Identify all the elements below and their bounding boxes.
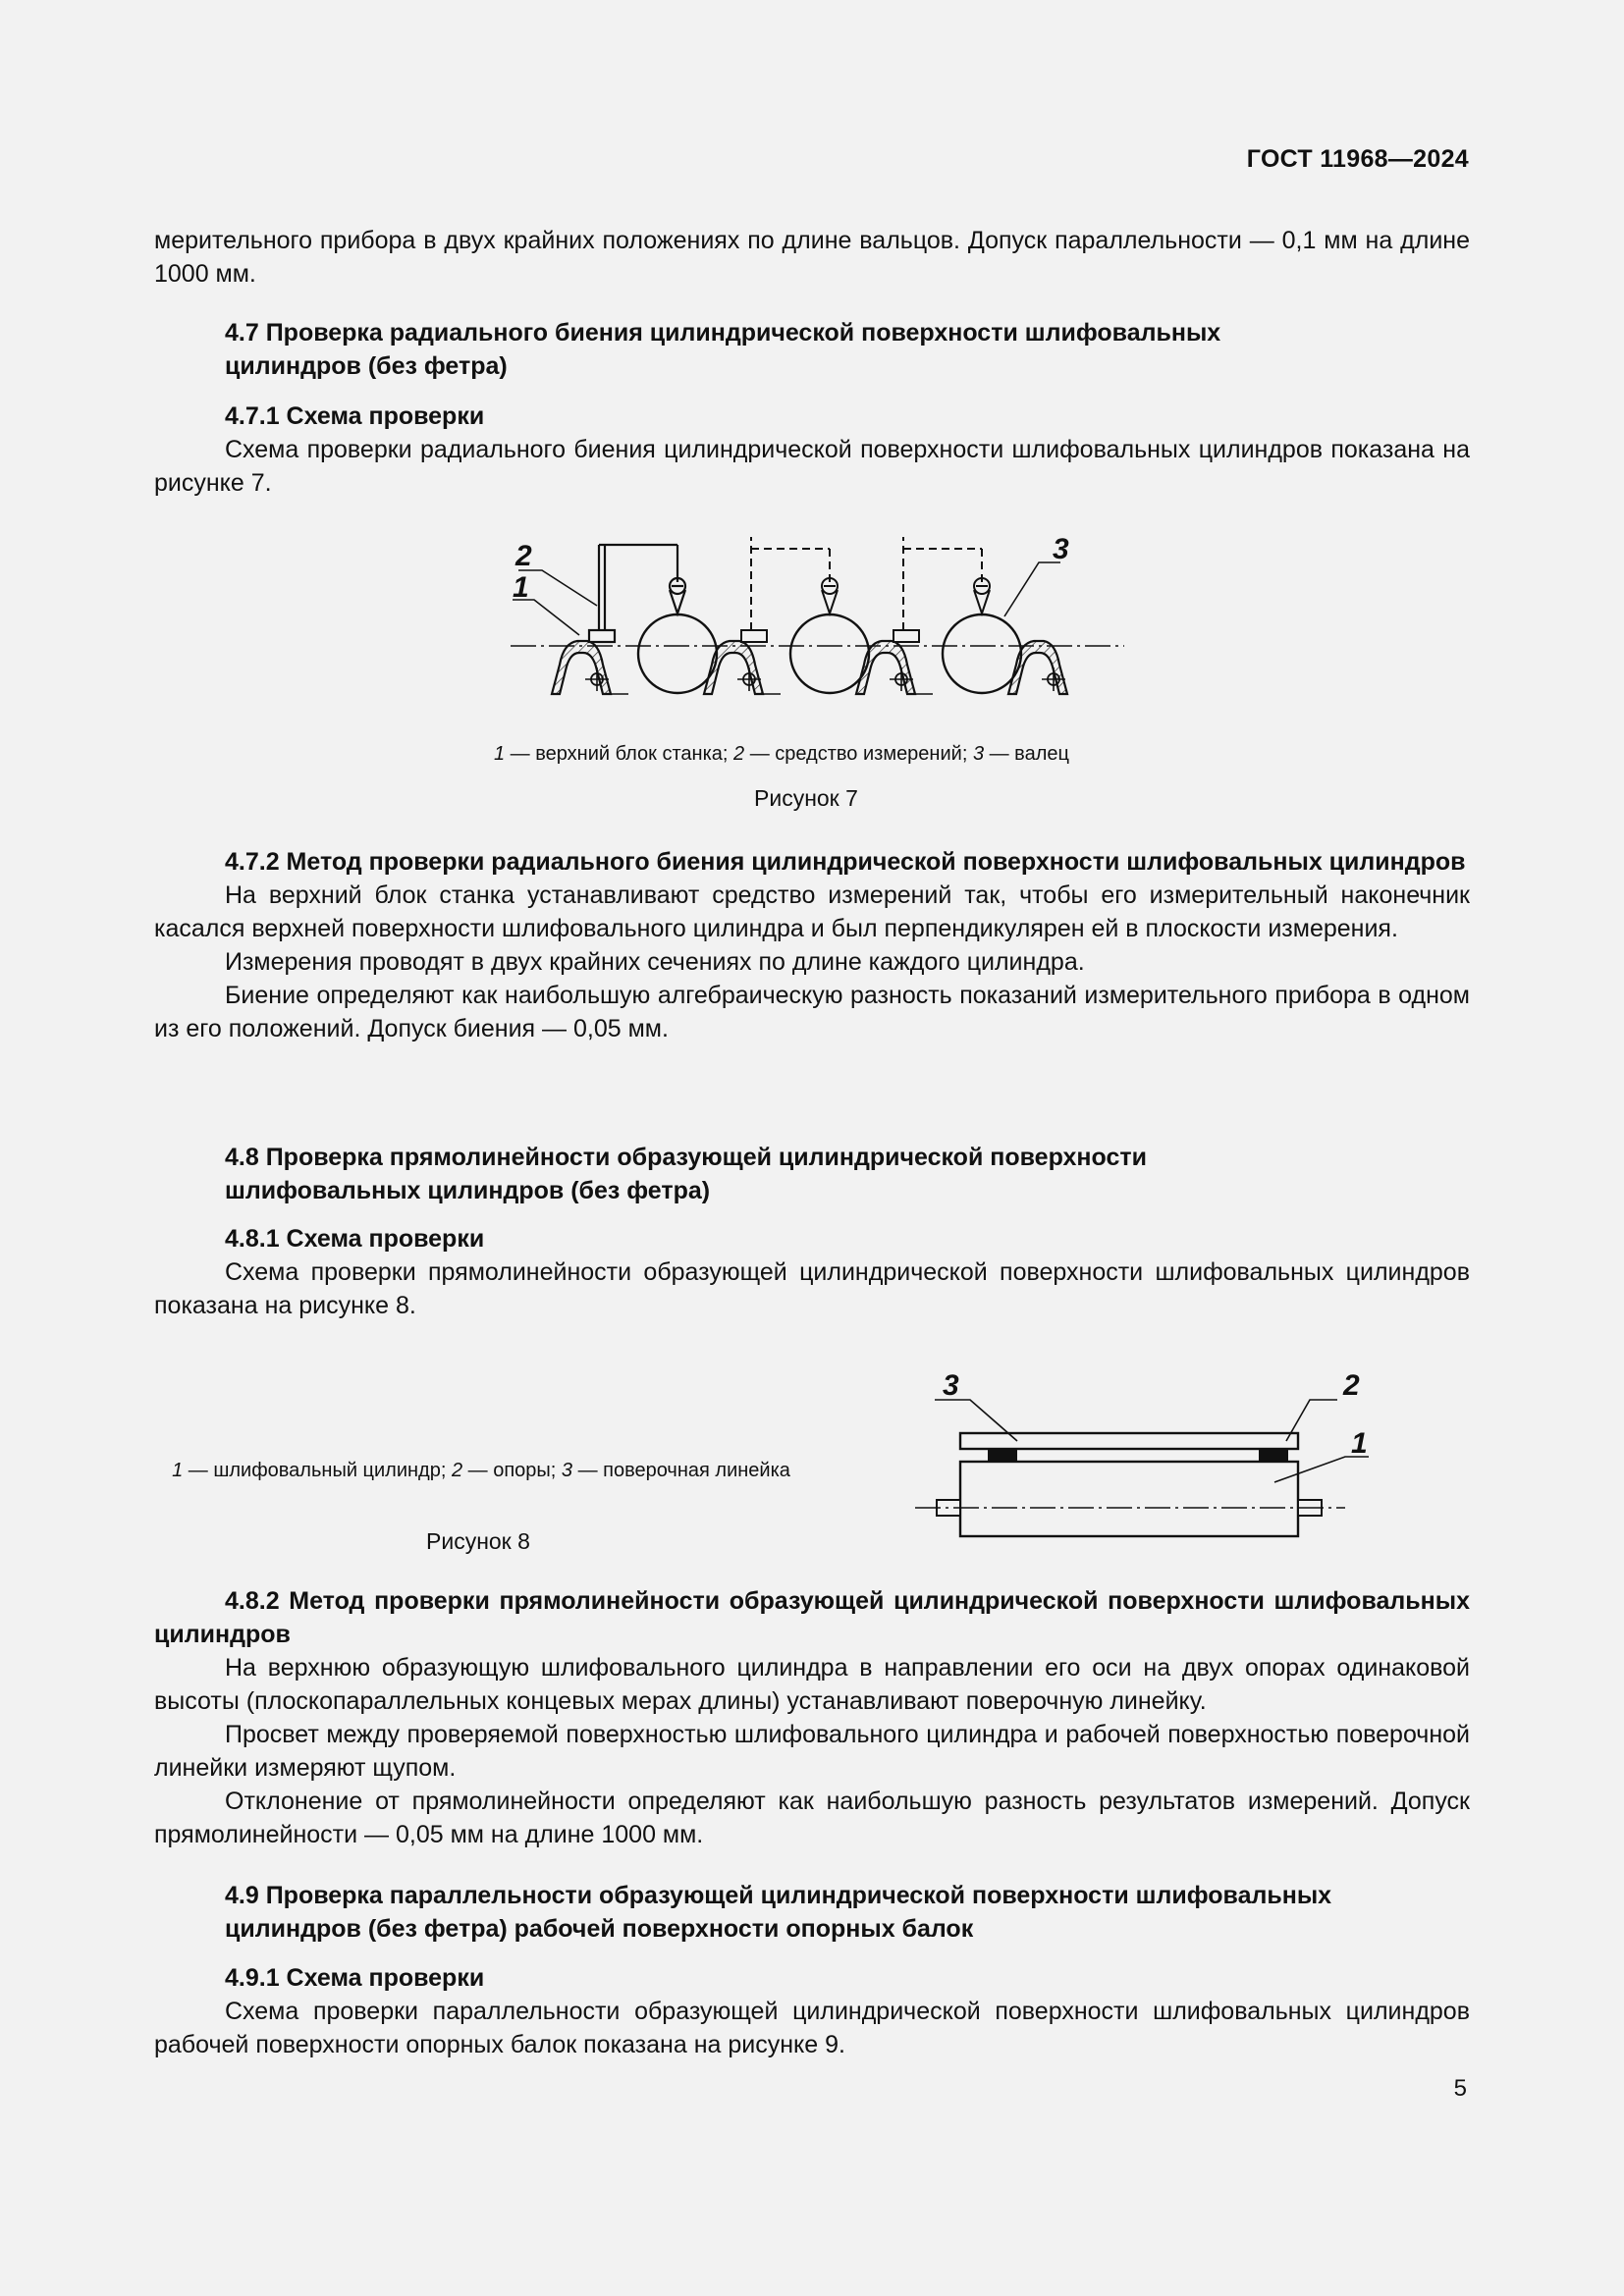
support-left xyxy=(988,1449,1017,1462)
fig7-label-2: 2 xyxy=(515,540,532,572)
figure-8-diagram xyxy=(913,1362,1375,1559)
grinding-cylinders xyxy=(638,614,1021,693)
fig8-legend-text-2: — опоры; xyxy=(462,1460,562,1481)
fig7-legend-text-1: — верхний блок станка; xyxy=(505,743,734,765)
fig8-label-2: 2 xyxy=(1343,1369,1360,1402)
section-4-8-2-heading: 4.8.2 Метод проверки прямолинейности образующей цилиндрической поверхности шлифовальных цилиндров xyxy=(154,1587,1470,1648)
measuring-instrument-solid xyxy=(589,545,685,642)
fig7-legend-num-2: 2 xyxy=(733,743,745,765)
fig8-legend-num-1: 1 xyxy=(172,1460,184,1481)
section-4-7-2-p2: Измерения проводят в двух крайних сечениях по длине каждого цилиндра. xyxy=(225,948,1085,976)
section-4-8-heading-line1: 4.8 Проверка прямолинейности образующей цилиндрической поверхности xyxy=(225,1144,1147,1171)
grinding-cylinder xyxy=(960,1462,1298,1536)
section-4-8-heading-line2: шлифовальных цилиндров (без фетра) xyxy=(225,1177,711,1204)
fig8-label-3: 3 xyxy=(943,1369,959,1402)
section-4-8-2 xyxy=(154,1584,1470,1851)
figure-8-title: Рисунок 8 xyxy=(426,1528,530,1554)
fig7-legend-num-1: 1 xyxy=(494,743,506,765)
section-4-7-heading-line1: 4.7 Проверка радиального биения цилиндрической поверхности шлифовальных xyxy=(225,319,1221,347)
measuring-instrument-dashed-1 xyxy=(741,537,838,642)
figure-8-legend xyxy=(161,1458,801,1483)
section-4-8-1-text: Схема проверки прямолинейности образующей цилиндрической поверхности шлифовальных цилиндров показана на рисунке 8. xyxy=(154,1258,1470,1319)
fig7-label-1: 1 xyxy=(513,571,529,604)
intro-paragraph: мерительного прибора в двух крайних положениях по длине вальцов. Допуск параллельности — 0,1 мм на длине 1000 мм. xyxy=(154,227,1470,288)
section-4-8-1-heading: 4.8.1 Схема проверки xyxy=(225,1225,485,1253)
section-4-7-2 xyxy=(154,845,1470,1045)
machine-top-block-sections xyxy=(552,641,1067,694)
fig8-legend-num-3: 3 xyxy=(561,1460,573,1481)
section-4-9-1-text: Схема проверки параллельности образующей цилиндрической поверхности шлифовальных цилиндров рабочей поверхности опорных балок показана на рисунке 9. xyxy=(154,1998,1470,2058)
section-4-8-2-p2: Просвет между проверяемой поверхностью шлифовального цилиндра и рабочей поверхностью поверочной линейки измеряют щупом. xyxy=(154,1721,1470,1782)
figure-7-diagram xyxy=(501,525,1129,712)
section-4-7-heading-line2: цилиндров (без фетра) xyxy=(225,352,508,380)
section-4-9-1-heading: 4.9.1 Схема проверки xyxy=(225,1964,485,1992)
fig8-legend-text-3: — поверочная линейка xyxy=(572,1460,790,1481)
section-4-7-heading xyxy=(154,316,1541,383)
fig7-legend-text-2: — средство измерений; xyxy=(744,743,973,765)
fig8-legend-text-1: — шлифовальный цилиндр; xyxy=(183,1460,452,1481)
section-4-7-1-heading: 4.7.1 Схема проверки xyxy=(225,402,485,430)
section-4-8-2-p3: Отклонение от прямолинейности определяют как наибольшую разность результатов измерений. Допуск прямолинейности — 0,05 мм на длине 1000 мм. xyxy=(154,1788,1470,1848)
section-4-9-heading xyxy=(154,1879,1541,1946)
fig8-legend-num-2: 2 xyxy=(451,1460,463,1481)
standard-header: ГОСТ 11968—2024 xyxy=(1246,145,1469,173)
page-number: 5 xyxy=(1453,2075,1467,2102)
section-4-8-heading xyxy=(154,1141,1541,1207)
fig7-label-3: 3 xyxy=(1053,533,1069,565)
support-right xyxy=(1259,1449,1288,1462)
section-4-7-2-p3: Биение определяют как наибольшую алгебраическую разность показаний измерительного прибора в одном из его положений. Допуск биения — 0,05 мм. xyxy=(154,982,1470,1042)
section-4-7-2-heading: 4.7.2 Метод проверки радиального биения цилиндрической поверхности шлифовальных цилиндров xyxy=(225,848,1466,876)
figure-7-title: Рисунок 7 xyxy=(754,785,858,811)
section-4-7-1-text: Схема проверки радиального биения цилиндрической поверхности шлифовальных цилиндров показана на рисунке 7. xyxy=(154,436,1470,497)
fig7-legend-text-3: — валец xyxy=(984,743,1069,765)
section-4-7-2-p1: На верхний блок станка устанавливают средство измерений так, чтобы его измерительный наконечник касался верхней поверхности шлифовального цилиндра и был перпендикулярен ей в плоскости измерения. xyxy=(154,881,1470,942)
fig8-label-1: 1 xyxy=(1351,1427,1368,1460)
measuring-instrument-dashed-2 xyxy=(893,537,990,642)
figure-7-legend xyxy=(494,741,1142,767)
section-4-9-heading-line1: 4.9 Проверка параллельности образующей цилиндрической поверхности шлифовальных xyxy=(225,1882,1332,1909)
fig7-legend-num-3: 3 xyxy=(972,743,985,765)
section-4-9-heading-line2: цилиндров (без фетра) рабочей поверхности опорных балок xyxy=(225,1915,974,1943)
section-4-8-2-p1: На верхнюю образующую шлифовального цилиндра в направлении его оси на двух опорах одинаковой высоты (плоскопараллельных концевых мерах длины) устанавливают поверочную линейку. xyxy=(154,1654,1470,1715)
